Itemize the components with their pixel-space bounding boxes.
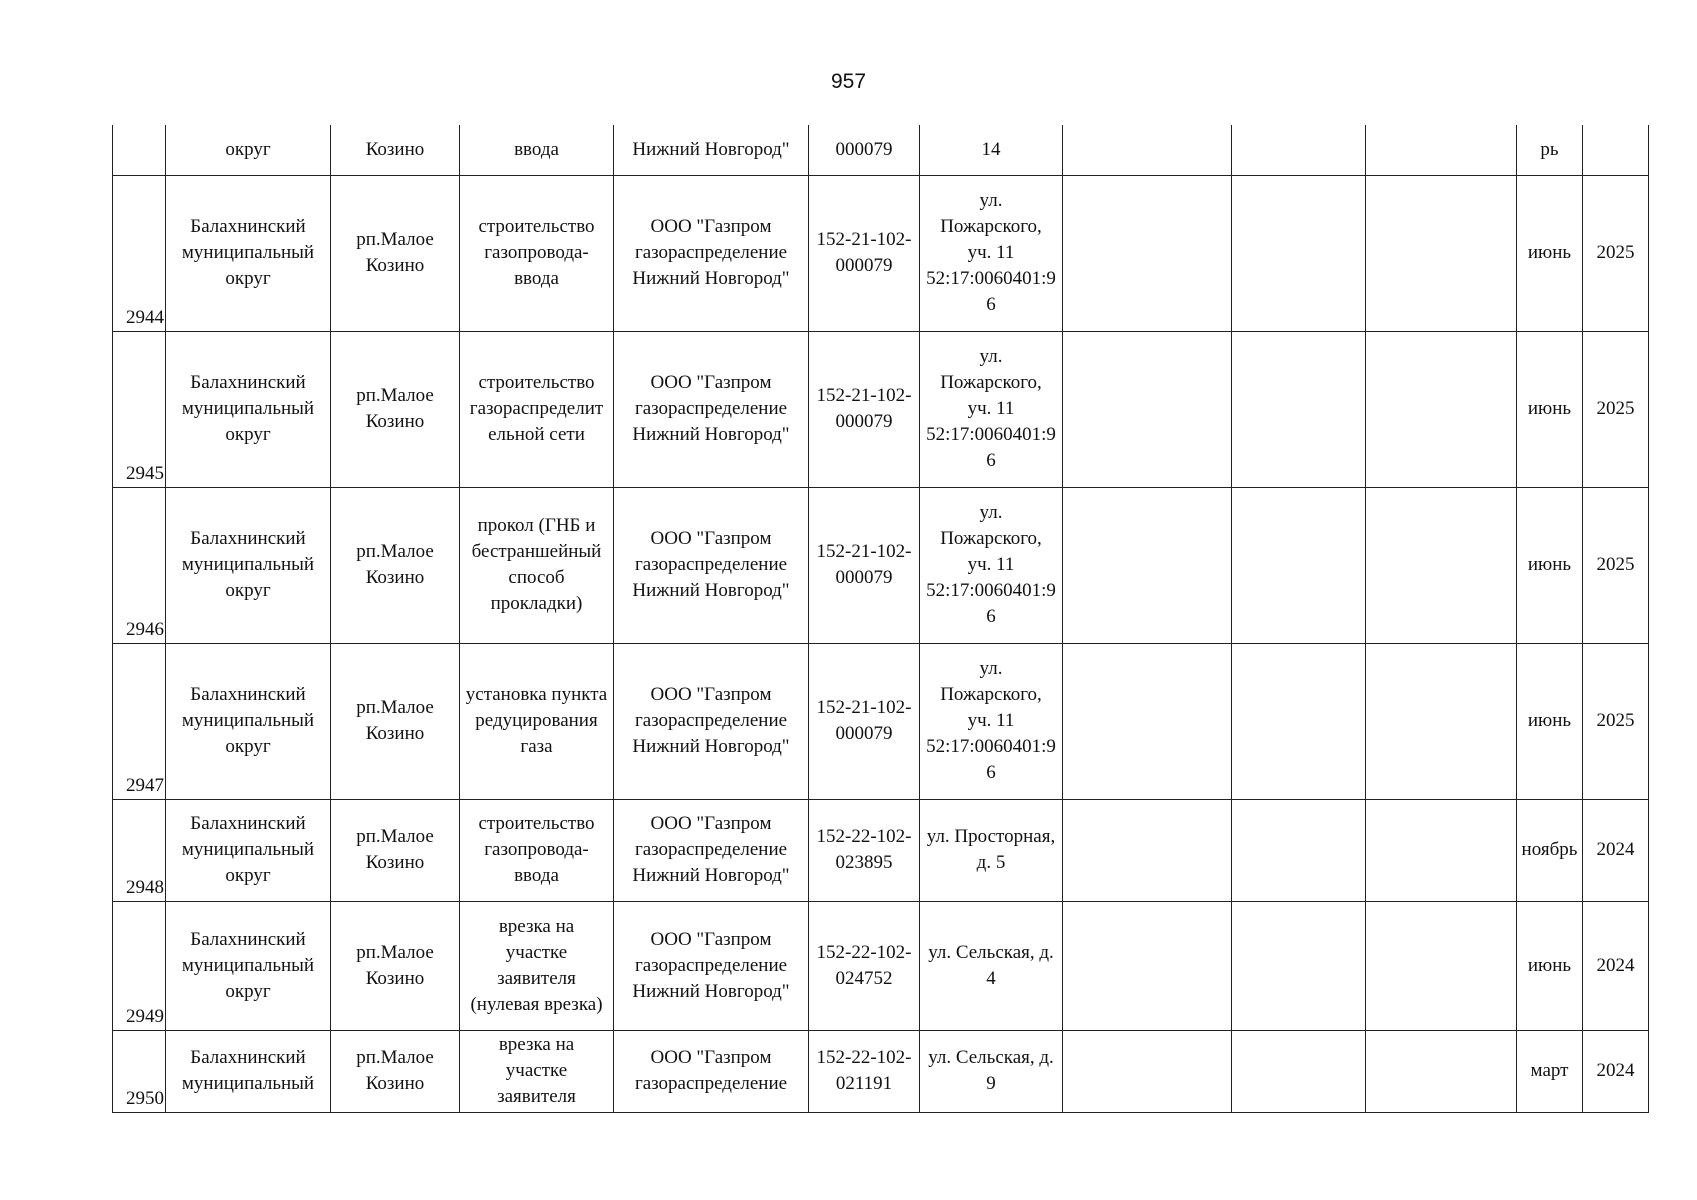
district-cell: Балахнинский муниципальный округ [166,331,331,487]
year-cell: 2025 [1583,175,1649,331]
district-cell: Балахнинский муниципальный округ [166,643,331,799]
work-type-cell: установка пункта редуцирования газа [460,643,614,799]
empty-cell [1232,901,1366,1030]
empty-cell [1063,175,1232,331]
empty-cell [1063,901,1232,1030]
organization-cell: Нижний Новгород" [614,125,809,175]
work-type-cell: строительство газопровода- ввода [460,175,614,331]
settlement-cell: рп.Малое Козино [331,1030,460,1112]
empty-cell [1232,487,1366,643]
empty-cell [1232,125,1366,175]
district-cell: Балахнинский муниципальный округ [166,175,331,331]
settlement-cell: Козино [331,125,460,175]
registry-table [112,125,1649,1113]
work-type-cell: врезка на участке заявителя (нулевая врезка) [460,901,614,1030]
organization-cell: ООО "Газпром газораспределение Нижний Новгород" [614,643,809,799]
settlement-cell: рп.Малое Козино [331,901,460,1030]
empty-cell [1366,125,1517,175]
settlement-cell: рп.Малое Козино [331,487,460,643]
contract-number-cell: 152-22-102- 024752 [809,901,920,1030]
year-cell: 2025 [1583,487,1649,643]
work-type-cell: строительство газораспределит ельной сети [460,331,614,487]
year-cell: 2024 [1583,1030,1649,1112]
table-row [113,331,1649,487]
address-cell: ул. Пожарского, уч. 11 52:17:0060401:9 6 [920,175,1063,331]
address-cell: ул. Пожарского, уч. 11 52:17:0060401:9 6 [920,487,1063,643]
empty-cell [1232,643,1366,799]
empty-cell [1232,1030,1366,1112]
organization-cell: ООО "Газпром газораспределение Нижний Новгород" [614,175,809,331]
year-cell: 2025 [1583,643,1649,799]
empty-cell [1232,175,1366,331]
empty-cell [1063,1030,1232,1112]
settlement-cell: рп.Малое Козино [331,799,460,901]
empty-cell [1063,643,1232,799]
row-number-cell: 2947 [113,643,166,799]
organization-cell: ООО "Газпром газораспределение [614,1030,809,1112]
month-cell: рь [1517,125,1583,175]
contract-number-cell: 152-21-102- 000079 [809,175,920,331]
row-number-cell [113,125,166,175]
month-cell: июнь [1517,331,1583,487]
empty-cell [1366,799,1517,901]
year-cell [1583,125,1649,175]
contract-number-cell: 152-21-102- 000079 [809,331,920,487]
contract-number-cell: 152-22-102- 023895 [809,799,920,901]
year-cell: 2024 [1583,901,1649,1030]
month-cell: июнь [1517,175,1583,331]
table-row [113,799,1649,901]
month-cell: март [1517,1030,1583,1112]
settlement-cell: рп.Малое Козино [331,175,460,331]
empty-cell [1232,331,1366,487]
settlement-cell: рп.Малое Козино [331,643,460,799]
year-cell: 2024 [1583,799,1649,901]
empty-cell [1366,1030,1517,1112]
row-number-cell: 2946 [113,487,166,643]
empty-cell [1063,487,1232,643]
address-cell: ул. Просторная, д. 5 [920,799,1063,901]
district-cell: Балахнинский муниципальный округ [166,487,331,643]
empty-cell [1232,799,1366,901]
empty-cell [1366,901,1517,1030]
work-type-cell: врезка на участке заявителя [460,1030,614,1112]
table-row [113,1030,1649,1112]
empty-cell [1063,331,1232,487]
month-cell: ноябрь [1517,799,1583,901]
table-row [113,643,1649,799]
empty-cell [1366,175,1517,331]
row-number-cell: 2945 [113,331,166,487]
table-row [113,487,1649,643]
contract-number-cell: 000079 [809,125,920,175]
empty-cell [1063,799,1232,901]
address-cell: ул. Сельская, д. 4 [920,901,1063,1030]
month-cell: июнь [1517,901,1583,1030]
month-cell: июнь [1517,487,1583,643]
district-cell: округ [166,125,331,175]
contract-number-cell: 152-21-102- 000079 [809,487,920,643]
settlement-cell: рп.Малое Козино [331,331,460,487]
row-number-cell: 2949 [113,901,166,1030]
contract-number-cell: 152-22-102- 021191 [809,1030,920,1112]
row-number-cell: 2944 [113,175,166,331]
organization-cell: ООО "Газпром газораспределение Нижний Новгород" [614,331,809,487]
work-type-cell: ввода [460,125,614,175]
work-type-cell: строительство газопровода- ввода [460,799,614,901]
row-number-cell: 2948 [113,799,166,901]
organization-cell: ООО "Газпром газораспределение Нижний Новгород" [614,487,809,643]
address-cell: 14 [920,125,1063,175]
table-row [113,175,1649,331]
table-row [113,125,1649,175]
contract-number-cell: 152-21-102- 000079 [809,643,920,799]
empty-cell [1366,331,1517,487]
address-cell: ул. Сельская, д. 9 [920,1030,1063,1112]
year-cell: 2025 [1583,331,1649,487]
organization-cell: ООО "Газпром газораспределение Нижний Новгород" [614,901,809,1030]
district-cell: Балахнинский муниципальный [166,1030,331,1112]
empty-cell [1366,487,1517,643]
organization-cell: ООО "Газпром газораспределение Нижний Новгород" [614,799,809,901]
address-cell: ул. Пожарского, уч. 11 52:17:0060401:9 6 [920,643,1063,799]
empty-cell [1063,125,1232,175]
district-cell: Балахнинский муниципальный округ [166,901,331,1030]
address-cell: ул. Пожарского, уч. 11 52:17:0060401:9 6 [920,331,1063,487]
row-number-cell: 2950 [113,1030,166,1112]
empty-cell [1366,643,1517,799]
month-cell: июнь [1517,643,1583,799]
work-type-cell: прокол (ГНБ и бестраншейный способ прокладки) [460,487,614,643]
district-cell: Балахнинский муниципальный округ [166,799,331,901]
page-number: 957 [830,70,867,93]
table-row [113,901,1649,1030]
